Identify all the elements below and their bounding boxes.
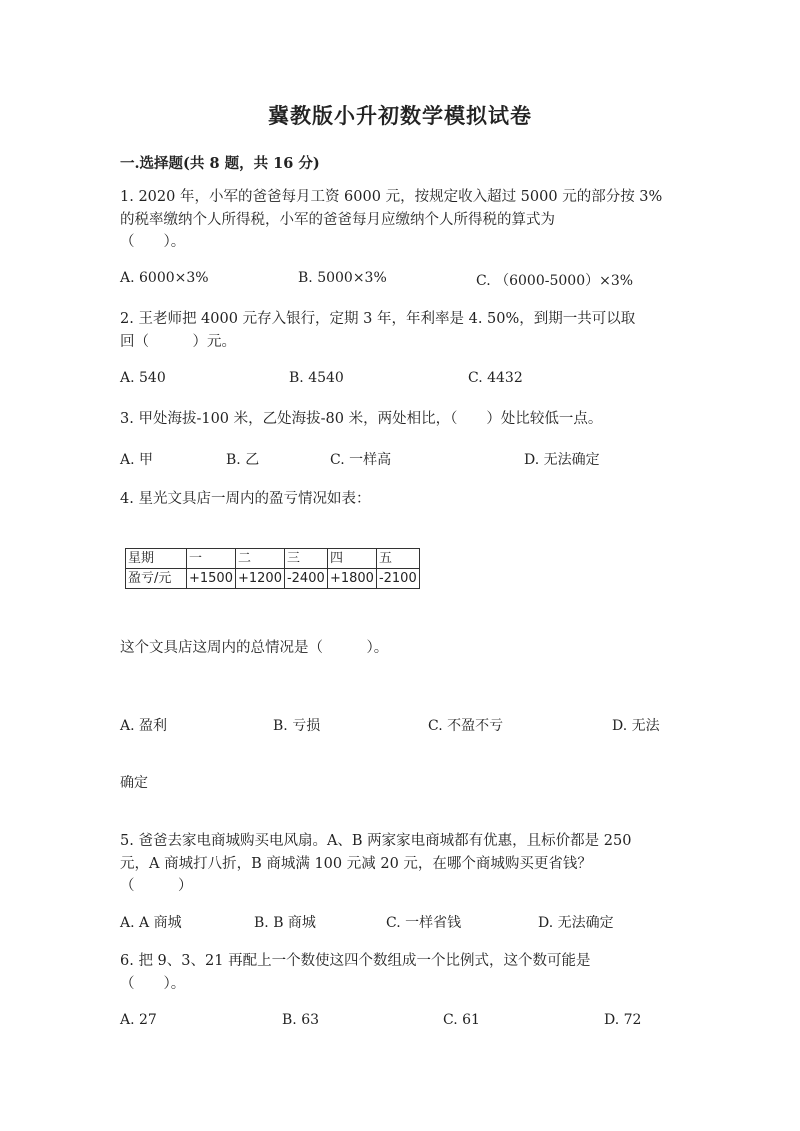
question-4-option-d[interactable]: D. 无法 <box>612 718 660 734</box>
table-cell: 五 <box>376 549 419 569</box>
question-5-line-3: （ ） <box>120 878 193 894</box>
question-2 <box>120 308 635 353</box>
table-header-row <box>126 549 420 569</box>
question-5-line-2: 元，A 商城打八折，B 商城满 100 元减 20 元，在哪个商城购买更省钱？ <box>120 855 592 872</box>
profit-loss-table <box>125 548 420 589</box>
question-5-option-a[interactable]: A. A 商城 <box>120 915 182 931</box>
table-cell: 二 <box>235 549 284 569</box>
table-cell: 盈亏/元 <box>126 569 187 589</box>
question-3-option-a[interactable]: A. 甲 <box>120 452 154 468</box>
question-6-option-a[interactable]: A. 27 <box>120 1012 157 1028</box>
question-5-option-b[interactable]: B. B 商城 <box>254 915 316 931</box>
question-5 <box>120 830 631 898</box>
question-6-line-1: 6. 把 9、3、21 再配上一个数使这四个数组成一个比例式，这个数可能是 <box>120 953 591 969</box>
question-3-option-b[interactable]: B. 乙 <box>226 452 260 468</box>
question-1-line-2: 的税率缴纳个人所得税，小军的爸爸每月应缴纳个人所得税的算式为 <box>120 211 555 228</box>
question-1-line-1: 1. 2020 年，小军的爸爸每月工资 6000 元，按规定收入超过 5000 元的部分按 3% <box>120 189 663 205</box>
table-cell: 一 <box>187 549 236 569</box>
table-cell: +1200 <box>235 569 284 589</box>
question-3 <box>120 408 602 431</box>
question-1-option-a[interactable]: A. 6000×3% <box>120 270 209 286</box>
question-2-option-a[interactable]: A. 540 <box>120 370 166 386</box>
table-cell: -2100 <box>376 569 419 589</box>
question-1-line-3: （ ）。 <box>120 234 186 250</box>
table-cell: +1800 <box>327 569 376 589</box>
question-5-option-c[interactable]: C. 一样省钱 <box>386 915 462 931</box>
table-cell: 四 <box>327 549 376 569</box>
question-1-option-b[interactable]: B. 5000×3% <box>298 270 387 286</box>
question-1-option-c[interactable]: C. （6000-5000）×3% <box>476 273 634 289</box>
table-row <box>126 569 420 589</box>
question-4-line-1: 4. 星光文具店一周内的盈亏情况如表： <box>120 491 371 507</box>
table-cell: 星期 <box>126 549 187 569</box>
question-6-option-c[interactable]: C. 61 <box>443 1012 480 1028</box>
question-3-line-1: 3. 甲处海拔-100 米，乙处海拔-80 米，两处相比，（ ）处比较低一点。 <box>120 411 603 427</box>
question-2-line-2: 回（ ）元。 <box>120 333 236 350</box>
question-4 <box>120 488 370 511</box>
question-2-option-c[interactable]: C. 4432 <box>468 370 523 386</box>
question-3-option-d[interactable]: D. 无法确定 <box>524 452 600 468</box>
question-4-option-d-wrap: 确定 <box>120 775 148 791</box>
question-2-line-1: 2. 王老师把 4000 元存入银行，定期 3 年，年利率是 4. 50%，到期一共可以取 <box>120 311 636 327</box>
question-5-line-1: 5. 爸爸去家电商城购买电风扇。A、B 两家家电商城都有优惠，且标价都是 250 <box>120 833 632 849</box>
question-4-followup: 这个文具店这周内的总情况是（ ）。 <box>120 640 389 656</box>
page-title: 冀教版小升初数学模拟试卷 <box>268 103 532 128</box>
question-1 <box>120 186 662 254</box>
question-4-option-b[interactable]: B. 亏损 <box>273 718 321 734</box>
question-6 <box>120 950 591 995</box>
table-cell: 三 <box>284 549 327 569</box>
question-3-option-c[interactable]: C. 一样高 <box>330 452 392 468</box>
section-heading: 一.选择题(共 8 题，共 16 分) <box>120 155 320 172</box>
question-6-option-b[interactable]: B. 63 <box>282 1012 320 1028</box>
question-5-option-d[interactable]: D. 无法确定 <box>538 915 614 931</box>
table-cell: -2400 <box>284 569 327 589</box>
question-6-line-2: （ ）。 <box>120 975 186 992</box>
question-6-option-d[interactable]: D. 72 <box>604 1012 642 1028</box>
question-2-option-b[interactable]: B. 4540 <box>289 370 344 386</box>
question-4-option-a[interactable]: A. 盈利 <box>120 718 168 734</box>
question-4-option-c[interactable]: C. 不盈不亏 <box>428 718 504 734</box>
table-cell: +1500 <box>187 569 236 589</box>
